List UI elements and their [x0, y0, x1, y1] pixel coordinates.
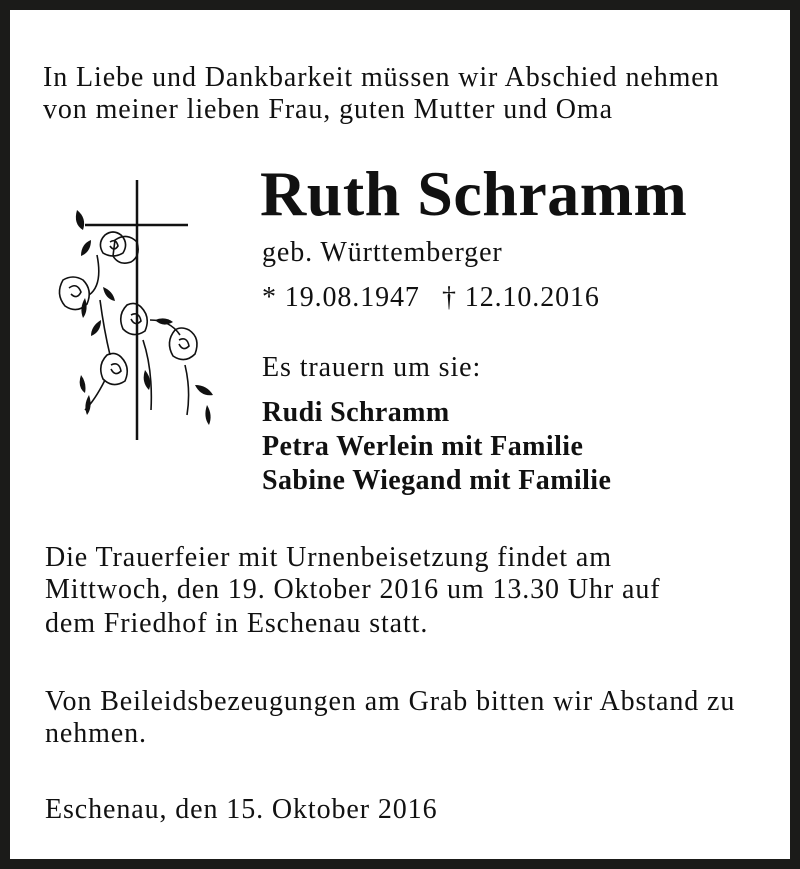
maiden-name: geb. Württemberger: [262, 237, 503, 268]
cross-with-roses-illustration: [45, 170, 225, 445]
ceremony-line-1: Die Trauerfeier mit Urnenbeisetzung findet am: [45, 542, 612, 573]
deceased-name: Ruth Schramm: [260, 158, 688, 229]
intro-line-2: von meiner lieben Frau, guten Mutter und Oma: [43, 94, 613, 125]
mourner-2: Petra Werlein mit Familie: [262, 431, 584, 462]
condolence-line-2: nehmen.: [45, 718, 147, 749]
place-date: Eschenau, den 15. Oktober 2016: [45, 794, 438, 825]
ceremony-line-2: Mittwoch, den 19. Oktober 2016 um 13.30 Uhr auf: [45, 574, 661, 605]
mourners-heading: Es trauern um sie:: [262, 352, 482, 383]
mourner-3: Sabine Wiegand mit Familie: [262, 465, 612, 496]
mourner-1: Rudi Schramm: [262, 397, 450, 428]
death-date: † 12.10.2016: [442, 282, 600, 313]
birth-date: * 19.08.1947: [262, 282, 420, 313]
ceremony-line-3: dem Friedhof in Eschenau statt.: [45, 608, 429, 639]
condolence-line-1: Von Beileidsbezeugungen am Grab bitten wir Abstand zu: [45, 686, 736, 717]
intro-line-1: In Liebe und Dankbarkeit müssen wir Abschied nehmen: [43, 62, 720, 93]
